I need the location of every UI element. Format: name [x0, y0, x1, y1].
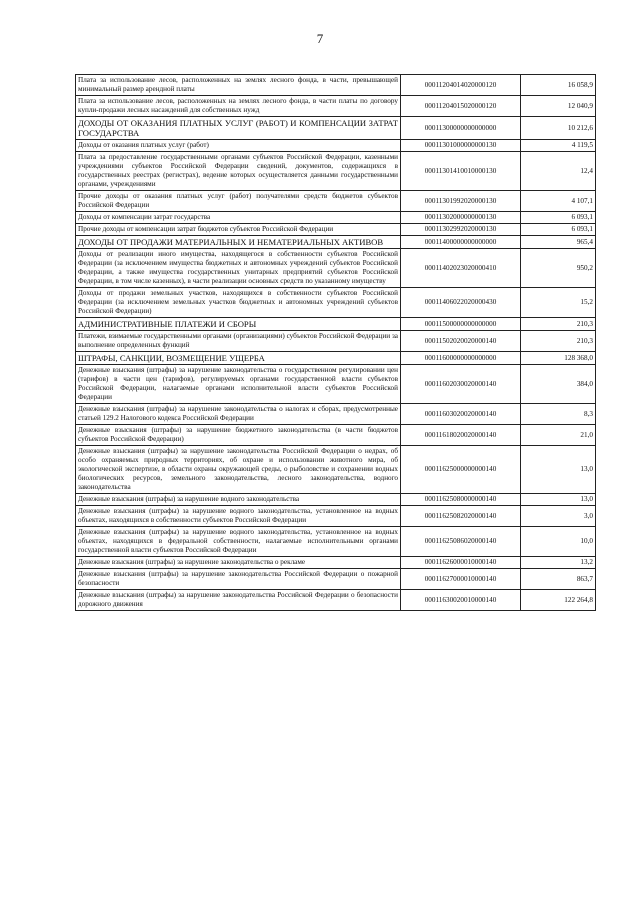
row-code: 00011618020020000140	[401, 425, 521, 446]
table-row	[76, 318, 596, 331]
table-row	[76, 506, 596, 527]
table-row	[76, 191, 596, 212]
row-code: 00011301992020000130	[401, 191, 521, 212]
table-row	[76, 527, 596, 557]
row-description: АДМИНИСТРАТИВНЫЕ ПЛАТЕЖИ И СБОРЫ	[76, 318, 401, 331]
row-description: Платежи, взимаемые государственными органами (организациями) субъектов Российской Федерации за выполнение определенных функций	[76, 331, 401, 352]
row-description: Доходы от реализации иного имущества, находящегося в собственности субъектов Российской Федерации (за исключением имущества бюджетных и автономных учреждений субъектов Российской Федерации, а также имущества государственных унитарных предприятий субъектов Российской Федерации, в том числе казенных), в части реализации основных средств по указанному имуществу	[76, 249, 401, 288]
row-amount: 122 264,8	[521, 590, 596, 611]
row-description: Денежные взыскания (штрафы) за нарушение водного законодательства, установленное на водных объектах, находящихся в федеральной собственности, налагаемые исполнительными органами государственной власти субъектов Российской Федерации	[76, 527, 401, 557]
row-code: 00011502020020000140	[401, 331, 521, 352]
row-amount: 12,4	[521, 152, 596, 191]
table-row	[76, 249, 596, 288]
row-code: 00011302992020000130	[401, 224, 521, 236]
row-description: Денежные взыскания (штрафы) за нарушение законодательства о государственном регулировании цен (тарифов) в части цен (тарифов), регулируемых органами государственной власти субъектов Российской Федерации, налагаемые органами исполнительной власти субъектов Российской Федерации	[76, 365, 401, 404]
table-body	[76, 75, 596, 611]
table-row	[76, 425, 596, 446]
row-amount: 15,2	[521, 288, 596, 318]
table-row	[76, 446, 596, 494]
row-code: 00011400000000000000	[401, 236, 521, 249]
row-amount: 10,0	[521, 527, 596, 557]
row-amount: 12 040,9	[521, 96, 596, 117]
row-description: Прочие доходы от оказания платных услуг (работ) получателями средств бюджетов субъектов Российской Федерации	[76, 191, 401, 212]
row-amount: 13,0	[521, 446, 596, 494]
row-description: Денежные взыскания (штрафы) за нарушение законодательства о рекламе	[76, 557, 401, 569]
row-code: 00011625082020000140	[401, 506, 521, 527]
page-number: 7	[316, 31, 324, 46]
table-row	[76, 236, 596, 249]
row-amount: 13,2	[521, 557, 596, 569]
row-code: 00011600000000000000	[401, 352, 521, 365]
row-description: Плата за использование лесов, расположенных на землях лесного фонда, в части платы по договору купли-продажи лесных насаждений для собственных нужд	[76, 96, 401, 117]
row-amount: 4 119,5	[521, 140, 596, 152]
table-row	[76, 365, 596, 404]
row-description: Денежные взыскания (штрафы) за нарушение законодательства Российской Федерации о безопасности дорожного движения	[76, 590, 401, 611]
row-code: 00011602030020000140	[401, 365, 521, 404]
row-amount: 384,0	[521, 365, 596, 404]
row-amount: 128 368,0	[521, 352, 596, 365]
row-description: ШТРАФЫ, САНКЦИИ, ВОЗМЕЩЕНИЕ УЩЕРБА	[76, 352, 401, 365]
row-description: Денежные взыскания (штрафы) за нарушение водного законодательства, установленное на водных объектах, находящихся в собственности субъектов Российской Федерации	[76, 506, 401, 527]
row-amount: 16 058,9	[521, 75, 596, 96]
row-description: Доходы от компенсации затрат государства	[76, 212, 401, 224]
row-amount: 6 093,1	[521, 212, 596, 224]
row-amount: 210,3	[521, 318, 596, 331]
row-code: 00011625000000000140	[401, 446, 521, 494]
row-description: Плата за использование лесов, расположенных на землях лесного фонда, в части, превышающей минимальный размер арендной платы	[76, 75, 401, 96]
row-code: 00011301410010000130	[401, 152, 521, 191]
table-row	[76, 224, 596, 236]
table-row	[76, 75, 596, 96]
row-code: 00011625080000000140	[401, 494, 521, 506]
table-row	[76, 569, 596, 590]
row-code: 00011301000000000130	[401, 140, 521, 152]
table-row	[76, 140, 596, 152]
budget-revenue-table	[75, 74, 596, 611]
row-amount: 863,7	[521, 569, 596, 590]
row-amount: 13,0	[521, 494, 596, 506]
table-row	[76, 331, 596, 352]
row-amount: 8,3	[521, 404, 596, 425]
table-row	[76, 352, 596, 365]
row-code: 00011625086020000140	[401, 527, 521, 557]
row-description: Доходы от оказания платных услуг (работ)	[76, 140, 401, 152]
row-code: 00011406022020000430	[401, 288, 521, 318]
row-code: 00011500000000000000	[401, 318, 521, 331]
row-code: 00011302000000000130	[401, 212, 521, 224]
table-row	[76, 557, 596, 569]
row-code: 00011630020010000140	[401, 590, 521, 611]
table-row	[76, 152, 596, 191]
row-description: Денежные взыскания (штрафы) за нарушение законодательства Российской Федерации о недрах, об особо охраняемых природных территориях, об охране и использовании животного мира, об экологической экспертизе, в области охраны окружающей среды, о рыболовстве и сохранении водных биологических ресурсов, земельного законодательства, лесного законодательства, водного законодательства	[76, 446, 401, 494]
row-amount: 6 093,1	[521, 224, 596, 236]
row-description: Денежные взыскания (штрафы) за нарушение водного законодательства	[76, 494, 401, 506]
row-amount: 10 212,6	[521, 117, 596, 140]
row-description: Доходы от продажи земельных участков, находящихся в собственности субъектов Российской Федерации (за исключением земельных участков бюджетных и автономных учреждений субъектов Российской Федерации)	[76, 288, 401, 318]
row-description: ДОХОДЫ ОТ ПРОДАЖИ МАТЕРИАЛЬНЫХ И НЕМАТЕРИАЛЬНЫХ АКТИВОВ	[76, 236, 401, 249]
table-row	[76, 117, 596, 140]
row-amount: 965,4	[521, 236, 596, 249]
row-amount: 950,2	[521, 249, 596, 288]
row-description: Прочие доходы от компенсации затрат бюджетов субъектов Российской Федерации	[76, 224, 401, 236]
row-amount: 21,0	[521, 425, 596, 446]
row-code: 00011626000010000140	[401, 557, 521, 569]
row-description: Денежные взыскания (штрафы) за нарушение законодательства о налогах и сборах, предусмотренные статьей 129.2 Налогового кодекса Российской Федерации	[76, 404, 401, 425]
row-amount: 4 107,1	[521, 191, 596, 212]
row-code: 00011627000010000140	[401, 569, 521, 590]
row-amount: 210,3	[521, 331, 596, 352]
row-code: 00011603020020000140	[401, 404, 521, 425]
row-code: 00011204015020000120	[401, 96, 521, 117]
row-code: 00011300000000000000	[401, 117, 521, 140]
row-description: Денежные взыскания (штрафы) за нарушение бюджетного законодательства (в части бюджетов субъектов Российской Федерации)	[76, 425, 401, 446]
row-description: Плата за предоставление государственными органами субъектов Российской Федерации, казенными учреждениями субъектов Российской Федерации сведений, документов, содержащихся в государственных реестрах (регистрах), ведение которых осуществляется данными государственными органами, учреждениями	[76, 152, 401, 191]
row-amount: 3,0	[521, 506, 596, 527]
table-row	[76, 590, 596, 611]
row-code: 00011402023020000410	[401, 249, 521, 288]
table-row	[76, 212, 596, 224]
table-row	[76, 96, 596, 117]
row-code: 00011204014020000120	[401, 75, 521, 96]
table-row	[76, 288, 596, 318]
row-description: Денежные взыскания (штрафы) за нарушение законодательства Российской Федерации о пожарной безопасности	[76, 569, 401, 590]
row-description: ДОХОДЫ ОТ ОКАЗАНИЯ ПЛАТНЫХ УСЛУГ (РАБОТ) И КОМПЕНСАЦИИ ЗАТРАТ ГОСУДАРСТВА	[76, 117, 401, 140]
table-row	[76, 404, 596, 425]
table-row	[76, 494, 596, 506]
